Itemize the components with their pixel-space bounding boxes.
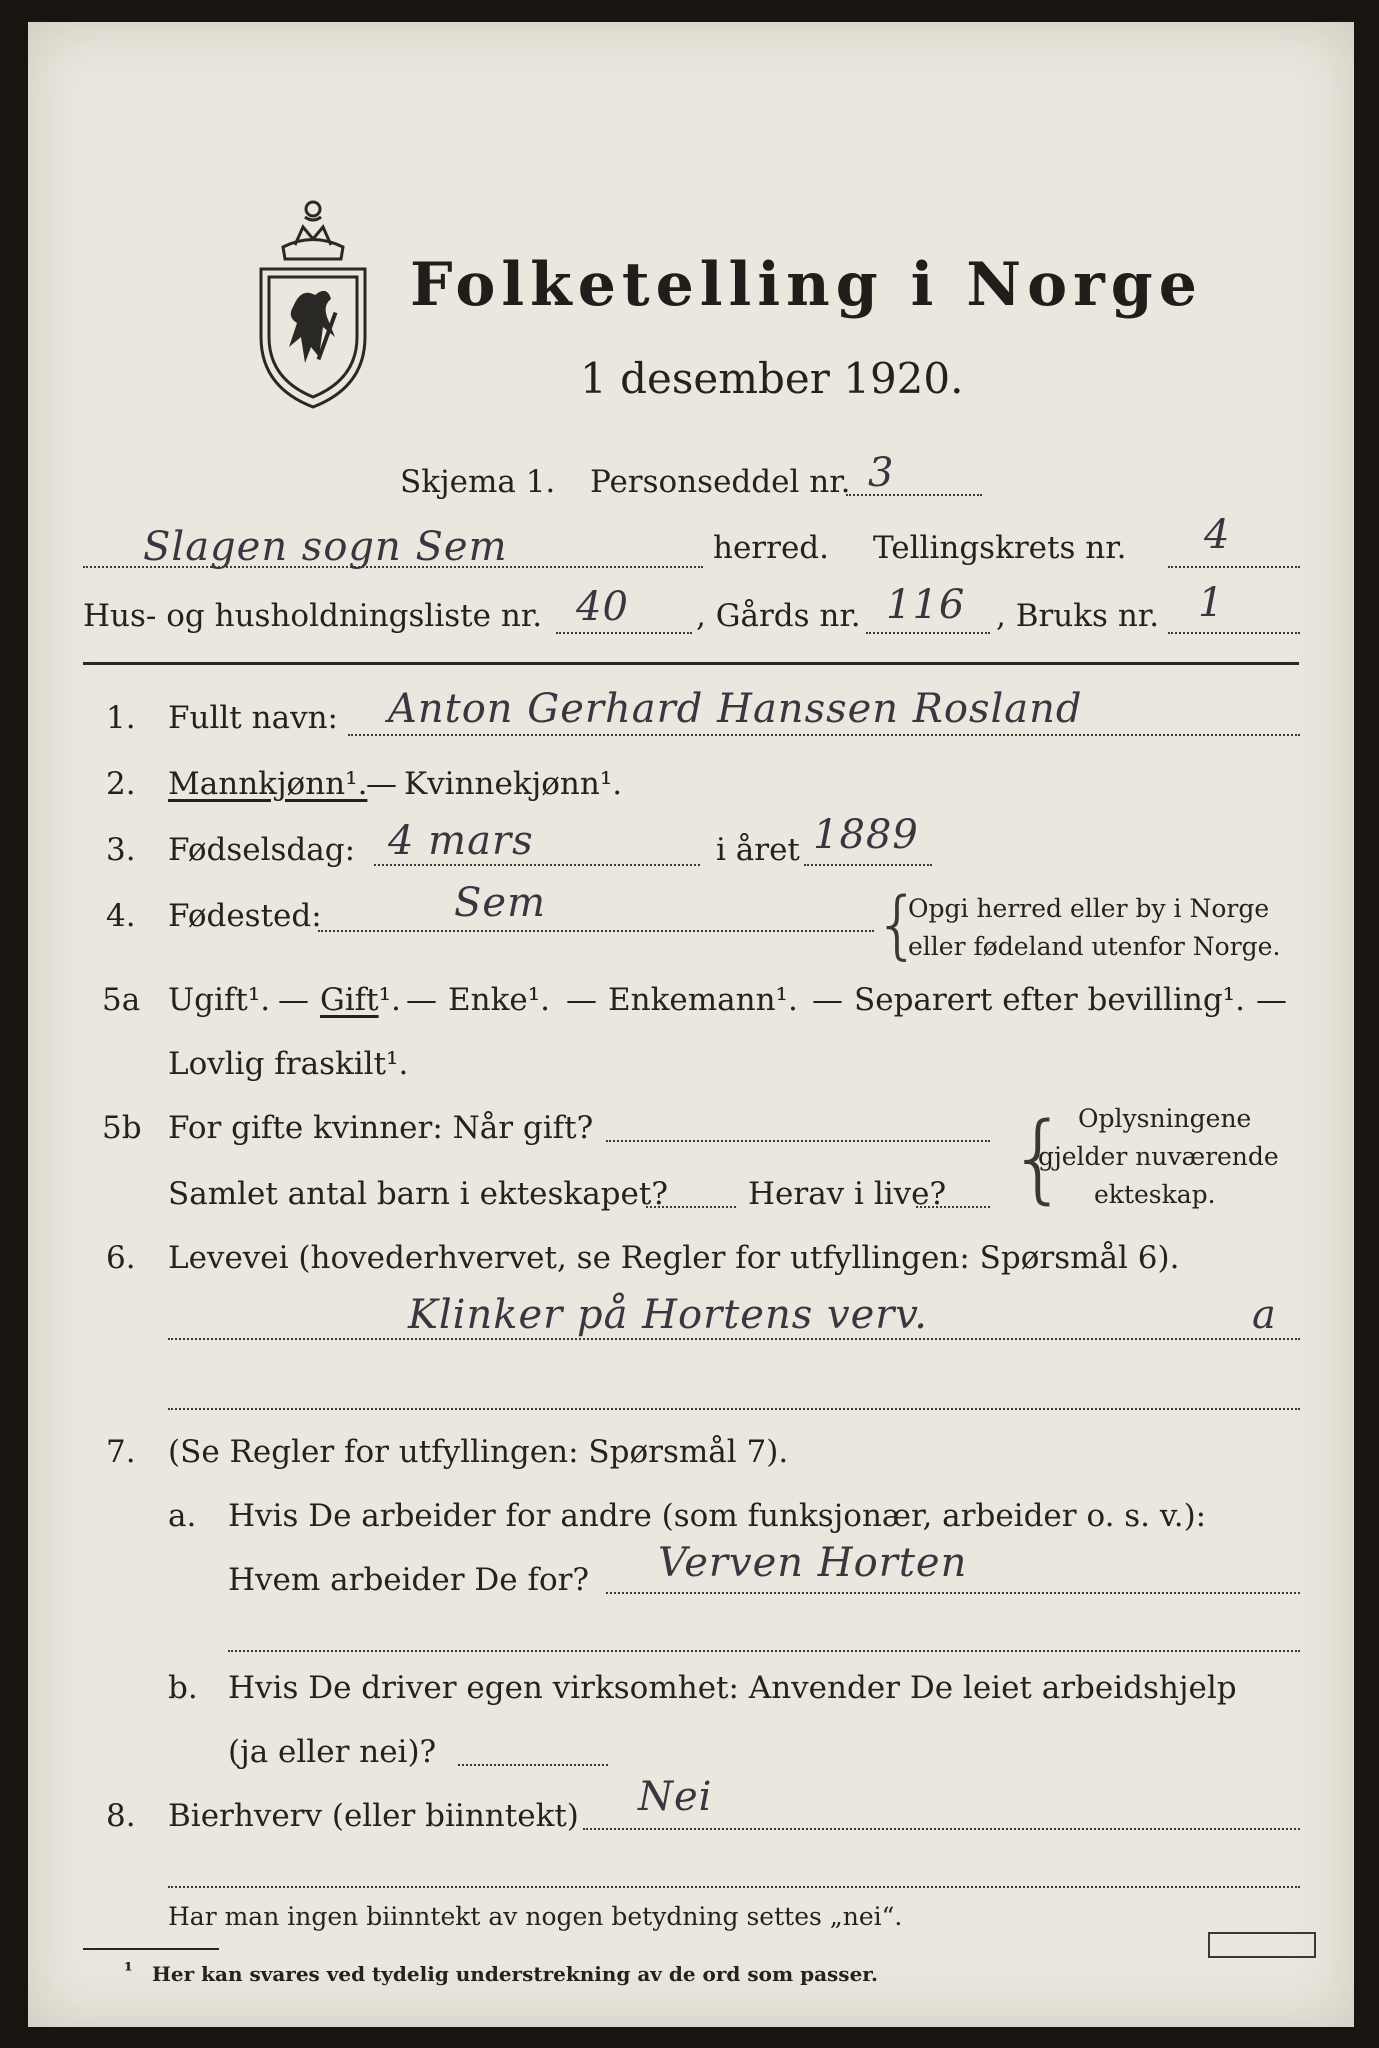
q3-label: Fødselsdag:	[168, 832, 356, 868]
q4-note-line2: eller fødeland utenfor Norge.	[908, 932, 1281, 961]
q1-value[interactable]: Anton Gerhard Hanssen Rosland	[388, 686, 1083, 732]
q2-number: 2.	[106, 766, 136, 802]
q5a-option-enke[interactable]: Enke¹.	[448, 982, 551, 1018]
q7a-value[interactable]: Verven Horten	[658, 1540, 968, 1586]
q6-number: 6.	[106, 1240, 136, 1276]
q2-separator: —	[366, 766, 397, 802]
q7a-line-extra	[228, 1650, 1300, 1652]
q8-line-extra	[168, 1886, 1300, 1888]
q5a-dash-1: —	[278, 982, 309, 1018]
personseddel-line	[846, 494, 982, 496]
q7b-line1: Hvis De driver egen virksomhet: Anvender De leiet arbeidshjelp	[228, 1670, 1237, 1706]
bruks-line	[1168, 632, 1300, 634]
q5b-label-antal-barn: Samlet antal barn i ekteskapet?	[168, 1176, 668, 1212]
q8-value[interactable]: Nei	[638, 1774, 713, 1820]
q7-label: (Se Regler for utfyllingen: Spørsmål 7).	[168, 1434, 789, 1470]
tellingskrets-value[interactable]: 4	[1204, 512, 1231, 558]
q5b-naar-gift-line	[606, 1140, 990, 1142]
printer-stamp	[1208, 1932, 1316, 1958]
q5a-option-gift[interactable]	[320, 982, 401, 1018]
q5b-label-i-live: Herav i live?	[748, 1176, 947, 1212]
tellingskrets-line	[1168, 566, 1300, 568]
q5a-option-separert[interactable]: Separert efter bevilling¹.	[854, 982, 1245, 1018]
q6-mark: a	[1252, 1292, 1277, 1338]
q4-label: Fødested:	[168, 898, 322, 934]
personseddel-value[interactable]: 3	[868, 450, 895, 496]
q7b-line	[458, 1764, 608, 1766]
q4-number: 4.	[106, 898, 136, 934]
q1-line	[348, 734, 1300, 736]
coat-of-arms-icon	[243, 187, 383, 417]
q5b-label-naar-gift: For gifte kvinner: Når gift?	[168, 1110, 594, 1146]
q5a-dash-4: —	[812, 982, 843, 1018]
q5b-antal-barn-line	[646, 1206, 736, 1208]
q5a-gift-word: Gift	[320, 982, 379, 1018]
q5b-number: 5b	[102, 1110, 142, 1146]
q1-label: Fullt navn:	[168, 700, 338, 736]
personseddel-label: Personseddel nr.	[590, 464, 851, 500]
q6-label: Levevei (hovederhvervet, se Regler for utfyllingen: Spørsmål 6).	[168, 1240, 1180, 1276]
q8-number: 8.	[106, 1798, 136, 1834]
q4-value[interactable]: Sem	[454, 880, 547, 926]
q3-year-value[interactable]: 1889	[813, 812, 919, 858]
q3-number: 3.	[106, 832, 136, 868]
q4-line	[318, 930, 874, 932]
gards-value[interactable]: 116	[886, 582, 966, 628]
q4-note-brace: {	[874, 882, 922, 968]
q7b-letter: b.	[168, 1670, 198, 1706]
form-title: Folketelling i Norge	[410, 250, 1203, 320]
q5a-dash-2: —	[406, 982, 437, 1018]
q6-line-1	[168, 1338, 1300, 1340]
q6-value[interactable]: Klinker på Hortens verv.	[408, 1292, 928, 1338]
q5a-option-enkemann[interactable]: Enkemann¹.	[608, 982, 798, 1018]
q7b-line2: (ja eller nei)?	[228, 1734, 437, 1770]
q5b-note-line3: ekteskap.	[1094, 1180, 1216, 1209]
q3-year-line	[804, 864, 932, 866]
q7-number: 7.	[106, 1434, 136, 1470]
q5b-note-line2: gjelder nuværende	[1038, 1142, 1279, 1171]
footnote-mark: ¹	[124, 1958, 133, 1982]
q2-male-option[interactable]: Mannkjønn¹.	[168, 766, 368, 802]
q5a-option-fraskilt[interactable]: Lovlig fraskilt¹.	[168, 1046, 409, 1082]
bruks-label: , Bruks nr.	[996, 598, 1160, 634]
q8-line	[583, 1828, 1300, 1830]
skjema-label: Skjema 1.	[400, 464, 556, 500]
q5b-note-line1: Oplysningene	[1078, 1104, 1252, 1133]
gards-line	[866, 632, 990, 634]
q5a-number: 5a	[102, 982, 141, 1018]
q4-note-line1: Opgi herred eller by i Norge	[908, 894, 1270, 923]
q5a-dash-5: —	[1256, 982, 1287, 1018]
header-divider	[83, 662, 1299, 665]
q5b-i-live-line	[916, 1206, 990, 1208]
hus-label: Hus- og husholdningsliste nr.	[83, 598, 543, 634]
q6-line-2	[168, 1408, 1300, 1410]
q5a-dash-3: —	[566, 982, 597, 1018]
gards-label: , Gårds nr.	[696, 598, 861, 634]
census-form-page	[28, 22, 1354, 2027]
q1-number: 1.	[106, 700, 136, 736]
tellingskrets-label: Tellingskrets nr.	[873, 530, 1127, 566]
q5a-option-ugift[interactable]: Ugift¹.	[168, 982, 271, 1018]
q3-year-label: i året	[716, 832, 800, 868]
q8-label: Bierhverv (eller biinntekt)	[168, 1798, 579, 1834]
q2-female-option[interactable]: Kvinnekjønn¹.	[404, 766, 623, 802]
bruks-value[interactable]: 1	[1198, 580, 1225, 626]
form-date: 1 desember 1920.	[580, 354, 964, 403]
footnote-text: Her kan svares ved tydelig understrekning av de ord som passer.	[152, 1962, 878, 1986]
herred-value[interactable]: Slagen sogn Sem	[143, 524, 508, 570]
q3-value[interactable]: 4 mars	[388, 818, 534, 864]
biinntekt-note: Har man ingen biinntekt av nogen betydning settes „nei“.	[168, 1902, 903, 1931]
hus-line	[556, 632, 692, 634]
q7a-letter: a.	[168, 1498, 197, 1534]
herred-line	[83, 566, 703, 568]
q7a-line1: Hvis De arbeider for andre (som funksjonær, arbeider o. s. v.):	[228, 1498, 1207, 1534]
footnote-divider	[83, 1948, 219, 1950]
q7a-line2: Hvem arbeider De for?	[228, 1562, 590, 1598]
hus-value[interactable]: 40	[576, 584, 629, 630]
q5b-note-brace: {	[1008, 1102, 1070, 1214]
q5a-gift-sup: ¹.	[378, 982, 401, 1018]
q7a-line	[606, 1592, 1300, 1594]
herred-label: herred.	[713, 530, 829, 566]
q3-day-line	[374, 864, 700, 866]
